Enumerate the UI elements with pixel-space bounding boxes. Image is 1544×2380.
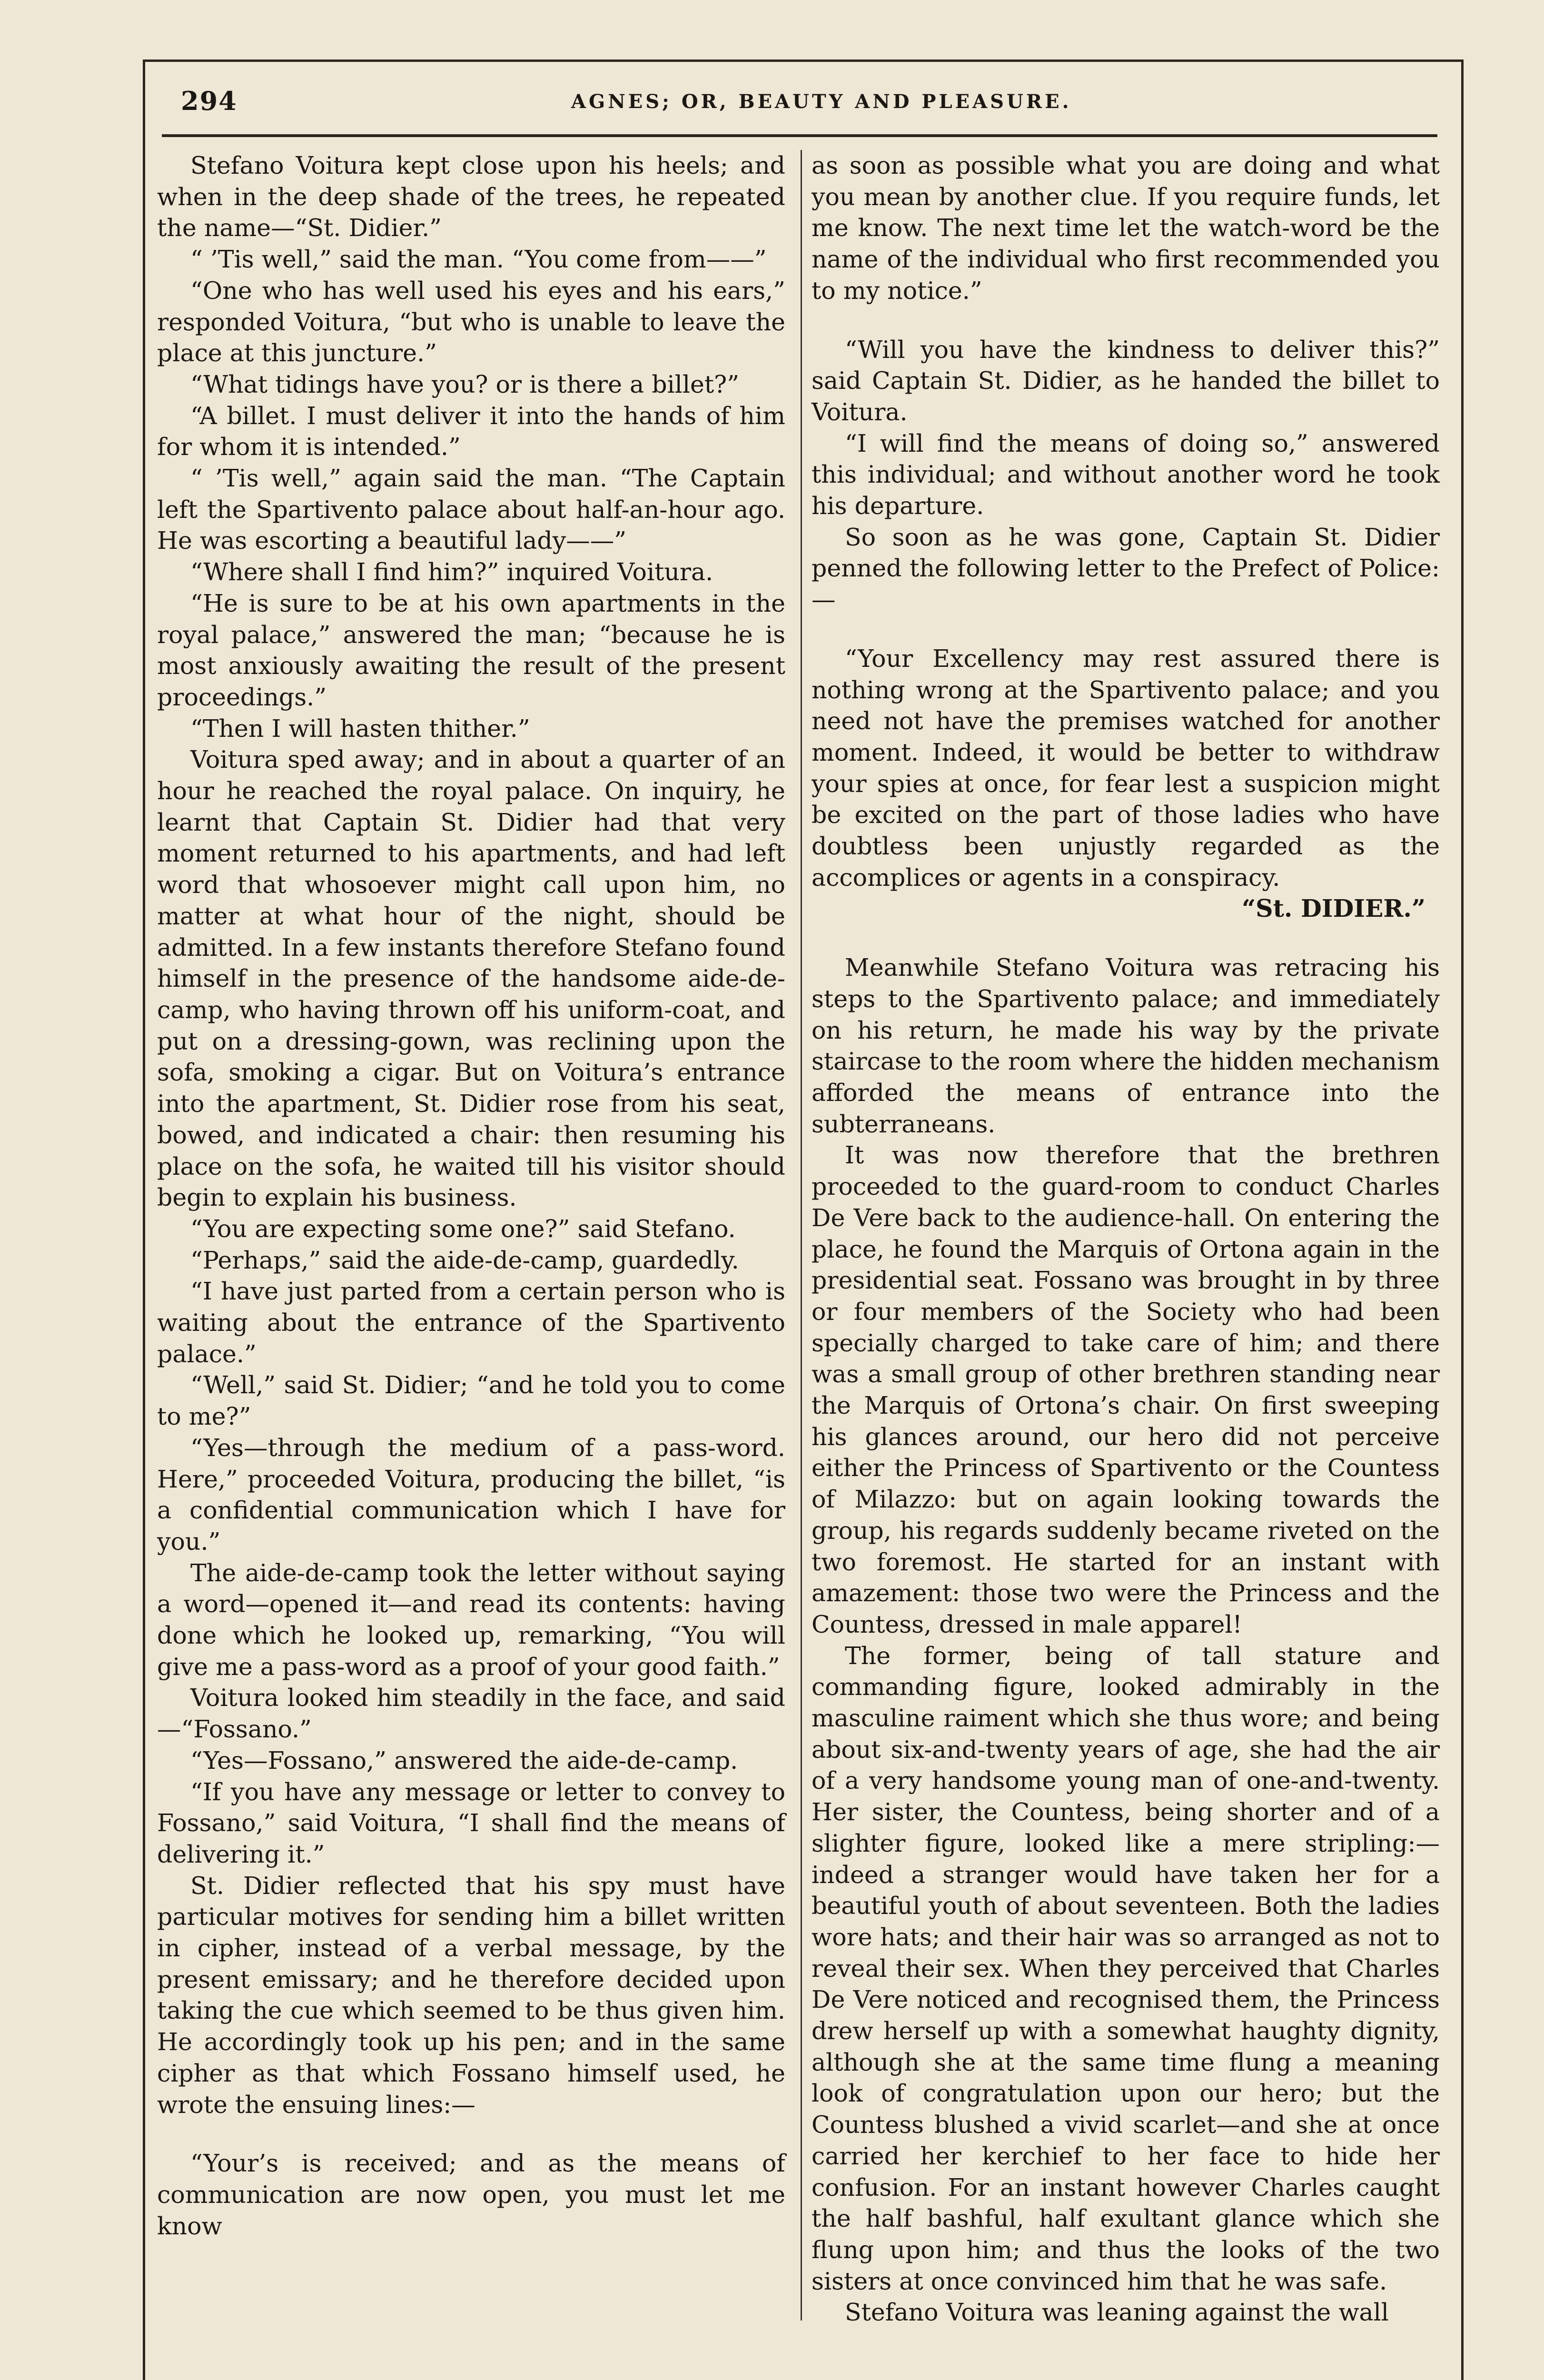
header-rule — [162, 134, 1437, 137]
left-column — [157, 150, 785, 2241]
paragraph: “ ’Tis well,” said the man. “You come from——” — [190, 245, 767, 274]
paragraph: Meanwhile Stefano Voitura was retracing his steps to the Spartivento palace; and immediately on his return, he made his way by the private staircase to the room where the hidden mechanism afforded the means of entrance into the subterraneans. — [812, 953, 1440, 1138]
signature: “St. DIDIER.” — [1242, 894, 1425, 923]
page-header — [162, 81, 1437, 133]
paragraph: “If you have any message or letter to convey to Fossano,” said Voitura, “I shall find the means of delivering it.” — [157, 1777, 785, 1868]
running-title: AGNES; OR, BEAUTY AND PLEASURE. — [571, 90, 1072, 113]
page-number: 294 — [181, 86, 238, 116]
paragraph: “Will you have the kindness to deliver this?” said Captain St. Didier, as he handed the billet to Voitura. — [812, 335, 1440, 426]
paragraph: The former, being of tall stature and commanding figure, looked admirably in the masculine raiment which she thus wore; and being about six-and-twenty years of age, she had the air of a very handsome young man of one-and-twenty. Her sister, the Countess, being shorter and of a slighter figure, looked like a mere stripling:—indeed a stranger would have taken her for a beautiful youth of about seventeen. Both the ladies wore hats; and their hair was so arranged as not to reveal their sex. When they perceived that Charles De Vere noticed and recognised them, the Princess drew herself up with a somewhat haughty dignity, although she at the same time flung a meaning look of congratulation upon our hero; but the Countess blushed a vivid scarlet—and she at once carried her kerchief to her face to hide her confusion. For an instant however Charles caught the half bashful, half exultant glance which she flung upon him; and thus the looks of the two sisters at once convinced him that he was safe. — [812, 1641, 1440, 2295]
paragraph: Voitura looked him steadily in the face, and said—“Fossano.” — [157, 1684, 785, 1744]
paragraph: Stefano Voitura kept close upon his heels; and when in the deep shade of the trees, he repeated the name—“St. Didier.” — [157, 151, 785, 242]
paragraph: The aide-de-camp took the letter without saying a word—opened it—and read its contents: having done which he looked up, remarking, “You will give me a pass-word as a proof of your good faith.” — [157, 1558, 785, 1681]
paragraph: “Where shall I find him?” inquired Voitura. — [190, 558, 713, 586]
paragraph: “Perhaps,” said the aide-de-camp, guardedly. — [190, 1246, 739, 1274]
paragraph: “Yes—through the medium of a pass-word. Here,” proceeded Voitura, producing the billet, “is a confidential communication which I have for you.” — [157, 1433, 785, 1556]
paragraph: “What tidings have you? or is there a billet?” — [190, 370, 740, 398]
paragraph: “ ’Tis well,” again said the man. “The Captain left the Spartivento palace about half-an-hour ago. He was escorting a beautiful lady——” — [157, 464, 785, 555]
paragraph: “Your’s is received; and as the means of communication are now open, you must let me know — [157, 2149, 785, 2240]
paragraph: “One who has well used his eyes and his ears,” responded Voitura, “but who is unable to leave the place at this juncture.” — [157, 276, 785, 367]
paragraph: “Well,” said St. Didier; “and he told you to come to me?” — [157, 1371, 785, 1431]
paragraph: It was now therefore that the brethren proceeded to the guard-room to conduct Charles De Vere back to the audience-hall. On entering the place, he found the Marquis of Ortona again in the presidential seat. Fossano was brought in by three or four members of the Society who had been specially charged to take care of him; and there was a small group of other brethren standing near the Marquis of Ortona’s chair. On first sweeping his glances around, our hero did not perceive either the Princess of Spartivento or the Countess of Milazzo: but on again looking towards the group, his regards suddenly became riveted on the two foremost. He started for an instant with amazement: those two were the Princess and the Countess, dressed in male apparel! — [812, 1141, 1440, 1638]
paragraph: “Then I will hasten thither.” — [190, 714, 530, 743]
column-rule — [801, 150, 802, 2320]
paragraph: “You are expecting some one?” said Stefano. — [190, 1214, 736, 1243]
paragraph: “Your Excellency may rest assured there is nothing wrong at the Spartivento palace; and you need not have the premises watched for another moment. Indeed, it would be better to withdraw your spies at once, for fear lest a suspicion might be excited on the part of those ladies who have doubtless been unjustly regarded as the accomplices or agents in a conspiracy. — [812, 644, 1440, 892]
paragraph: “I will find the means of doing so,” answered this individual; and without another word he took his departure. — [812, 429, 1440, 520]
paragraph: So soon as he was gone, Captain St. Didier penned the following letter to the Prefect of Police:— — [812, 523, 1440, 614]
right-column — [812, 150, 1440, 2328]
paragraph: St. Didier reflected that his spy must have particular motives for sending him a billet written in cipher, instead of a verbal message, by the present emissary; and he therefore decided upon taking the cue which seemed to be thus given him. He accordingly took up his pen; and in the same cipher as that which Fossano himself used, he wrote the ensuing lines:— — [157, 1871, 785, 2119]
paragraph: Voitura sped away; and in about a quarter of an hour he reached the royal palace. On inquiry, he learnt that Captain St. Didier had that very moment returned to his apartments, and had left word that whosoever might call upon him, no matter at what hour of the night, should be admitted. In a few instants therefore Stefano found himself in the presence of the handsome aide-de-camp, who having thrown off his uniform-coat, and put on a dressing-gown, was reclining upon the sofa, smoking a cigar. But on Voitura’s entrance into the apartment, St. Didier rose from his seat, bowed, and indicated a chair: then resuming his place on the sofa, he waited till his visitor should begin to explain his business. — [157, 745, 785, 1212]
paragraph: as soon as possible what you are doing and what you mean by another clue. If you require funds, let me know. The next time let the watch-word be the name of the individual who first recommended you to my notice.” — [812, 151, 1440, 305]
paragraph: “A billet. I must deliver it into the hands of him for whom it is intended.” — [157, 401, 785, 461]
paragraph: Stefano Voitura was leaning against the wall — [845, 2298, 1389, 2327]
paragraph: “I have just parted from a certain person who is waiting about the entrance of the Spartivento palace.” — [157, 1277, 785, 1368]
paragraph: “He is sure to be at his own apartments in the royal palace,” answered the man; “because he is most anxiously awaiting the result of the present proceedings.” — [157, 589, 785, 711]
paragraph: “Yes—Fossano,” answered the aide-de-camp. — [190, 1746, 738, 1775]
